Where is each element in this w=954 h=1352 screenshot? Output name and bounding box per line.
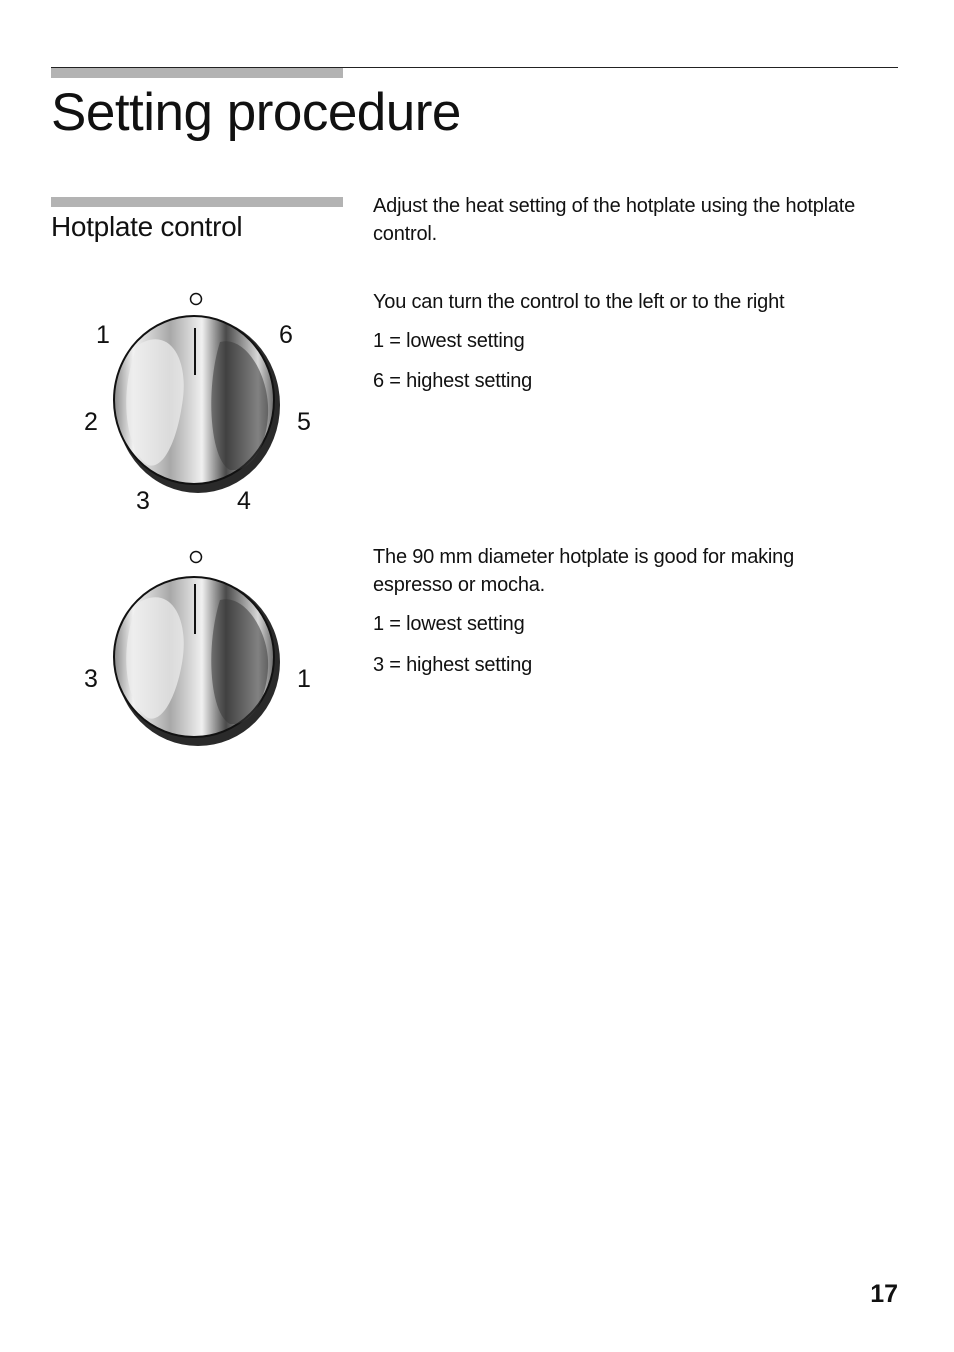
six-lowest-setting-text: 1 = lowest setting — [373, 330, 525, 352]
knob-label-2: 2 — [84, 408, 98, 436]
page-title: Setting procedure — [51, 83, 461, 142]
title-rule — [51, 67, 898, 68]
knob-label-4: 4 — [237, 487, 251, 515]
three-highest-setting-text: 3 = highest setting — [373, 654, 533, 676]
knob-label-3: 3 — [84, 665, 98, 693]
page-number: 17 — [870, 1280, 898, 1308]
knob-label-1: 1 — [96, 321, 110, 349]
section-accent-bar — [51, 197, 343, 207]
knob-label-1: 1 — [297, 665, 311, 693]
section-title: Hotplate control — [51, 211, 243, 242]
title-accent-bar — [51, 67, 343, 78]
espresso-description-text: The 90 mm diameter hotplate is good for making espresso or mocha. — [373, 546, 795, 596]
turn-direction-text: You can turn the control to the left or to the right — [373, 291, 785, 313]
knob-off-marker — [191, 552, 202, 563]
three-lowest-setting-text: 1 = lowest setting — [373, 613, 525, 635]
six-highest-setting-text: 6 = highest setting — [373, 370, 533, 392]
knob-label-3: 3 — [136, 487, 150, 515]
hotplate-knob-three-settings-icon — [70, 538, 330, 758]
knob-label-6: 6 — [279, 321, 293, 349]
hotplate-knob-six-settings-icon — [70, 280, 330, 520]
knob-label-5: 5 — [297, 408, 311, 436]
intro-text: Adjust the heat setting of the hotplate using the hotplate control. — [373, 195, 856, 245]
knob-off-marker — [191, 294, 202, 305]
